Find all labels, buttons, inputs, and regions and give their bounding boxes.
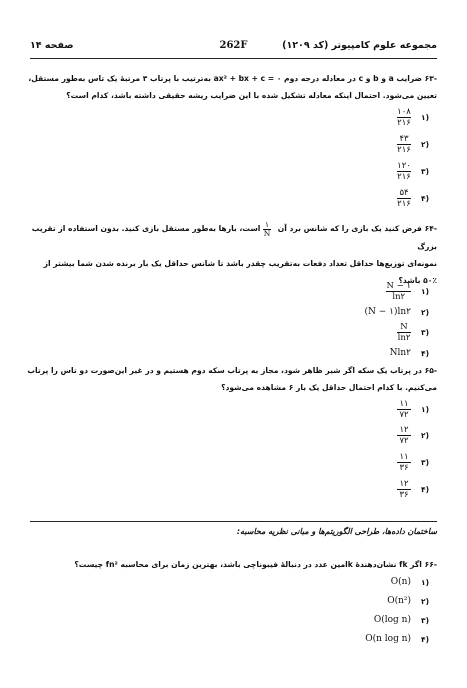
option-66-2[interactable]: (۲ O(n²): [387, 596, 429, 606]
section-heading: ساختمان داده‌ها، طراحی الگوریتم‌ها و مبانی نظریه محاسبه:: [236, 527, 437, 536]
option-64-3[interactable]: (۳ $\frac{N}{\ln ۲}$: [397, 322, 429, 343]
option-63-1[interactable]: (۱ $\frac{۱۰۸}{۲۱۶}$: [397, 107, 429, 128]
question-63-line-2: تعیین می‌شود. احتمال اینکه معادله تشکیل شده با این ضرایب ریشه حقیقی داشته باشد، کدام است؟: [66, 91, 437, 100]
option-64-2[interactable]: (۲ (N − ۱)ln۲: [364, 307, 429, 317]
option-64-1[interactable]: (۱ $\frac{N - ۱}{\ln ۲}$: [386, 281, 429, 302]
option-66-3[interactable]: (۳ O(log n): [373, 615, 429, 625]
option-65-4[interactable]: (۴ $\frac{۱۲}{۳۶}$: [397, 479, 429, 500]
page-header: [30, 40, 437, 56]
option-64-4[interactable]: (۴ Nln۲: [389, 348, 429, 358]
booklet-title: مجموعه علوم کامپیوتر (کد ۱۲۰۹): [282, 40, 437, 51]
question-64-line-1: -۶۴ فرض کنید یک بازی را که شانس برد آن $\frac{۱}{N}$ است، بارها به‌طور مستقل بازی کنید. بدون استفاده از تقریب بزرگ: [31, 219, 437, 251]
option-65-1[interactable]: (۱ $\frac{۱۱}{۷۲}$: [397, 399, 429, 420]
question-65-line-1: -۶۵ در پرتاب یک سکه اگر شیر ظاهر شود، مجاز به پرتاب سکه دوم هستیم و در غیر این‌صورت دو تاس را پرتاب: [27, 366, 437, 375]
option-66-1[interactable]: (۱ O(n): [390, 577, 429, 587]
question-63-stem-1: ضرایب a و b و c در معادله درجه دوم ax² + bx + c = ۰ به‌ترتیب با پرتاب ۳ مرتبهٔ یک تاس به‌طور مستقل،: [28, 74, 422, 83]
question-66: [27, 556, 437, 573]
question-65: [27, 362, 437, 396]
section-rule: [30, 521, 437, 522]
option-63-2[interactable]: (۲ $\frac{۴۳}{۲۱۶}$: [397, 134, 429, 155]
page-number: صفحه ۱۴: [30, 40, 74, 51]
question-63-line-1: [27, 70, 437, 87]
booklet-code: 262F: [219, 40, 248, 51]
question-65-line-2: می‌کنیم. با کدام احتمال حداقل یک بار ۶ مشاهده می‌شود؟: [221, 383, 437, 392]
question-64: [27, 220, 437, 289]
option-65-3[interactable]: (۳ $\frac{۱۱}{۳۶}$: [397, 452, 429, 473]
question-64-number: -۶۴: [424, 224, 437, 233]
question-66-line-1: -۶۶ اگر fk نشان‌دهندهٔ kامین عدد در دنبالهٔ فیبوناچی باشد، بهترین زمان برای محاسبه fn² چیست؟: [74, 560, 437, 569]
win-probability-fraction: $\frac{۱}{N}$: [263, 219, 271, 238]
option-63-4[interactable]: (۴ $\frac{۵۴}{۲۱۶}$: [397, 188, 429, 209]
option-63-3[interactable]: (۳ $\frac{۱۲۰}{۲۱۶}$: [397, 161, 429, 182]
question-66-number: -۶۶: [424, 560, 437, 569]
header-rule: [30, 58, 437, 59]
question-63-number: -۶۳: [424, 74, 437, 83]
option-65-2[interactable]: (۲ $\frac{۱۲}{۷۲}$: [397, 425, 429, 446]
option-66-4[interactable]: (۴ O(n log n): [365, 634, 429, 644]
question-63: [27, 70, 437, 104]
question-64-line-2: نمونه‌ای توزیع‌ها حداقل تعداد دفعات به‌تقریب چقدر باشد تا شانس حداقل یک بار برنده شدن شما بیشتر از: [43, 258, 437, 268]
question-65-number: -۶۵: [424, 366, 437, 375]
question-64-line-3: ۵۰٪ باشد؟: [398, 275, 437, 285]
